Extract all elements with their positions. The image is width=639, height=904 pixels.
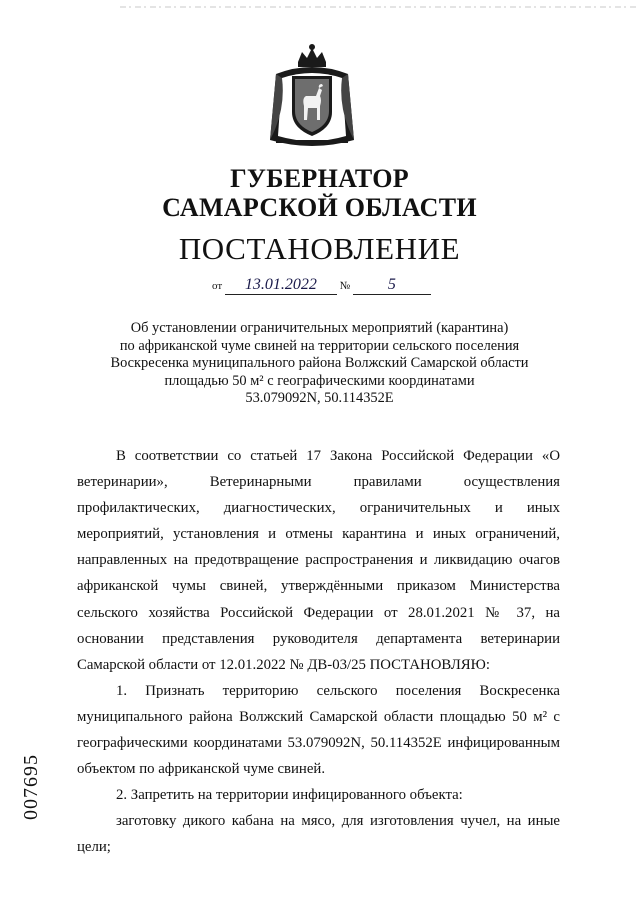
subject-line: Об установлении ограничительных мероприятий (карантина) — [130, 320, 509, 336]
document-type: ПОСТАНОВЛЕНИЕ — [178, 231, 461, 266]
decree-number-line — [212, 276, 431, 295]
governor-title: ГУБЕРНАТОР — [230, 164, 409, 193]
decree-subject — [60, 320, 579, 408]
decree-date: 13.01.2022 — [225, 276, 337, 295]
subject-line: 53.079092N, 50.114352E — [245, 390, 394, 406]
preamble-paragraph: В соответствии со статьей 17 Закона Российской Федерации «О ветеринарии», Ветеринарными правилами осуществления профилактических, диагностических, ограничительных и иных мероприятий, установления и отмены карантина и иных ограничений, направленных на предотвращение распространения и ликвидацию очагов африканской чумы свиней, утверждёнными приказом Министерства сельского хозяйства Российской Федерации от 28.01.2021 № 37, на основании представления руководителя департамента ветеринарии Самарской области от 12.01.2022 № ДВ-03/25 ПОСТАНОВЛЯЮ: — [77, 448, 560, 673]
subject-line: площадью 50 м² с географическими координатами — [164, 372, 475, 389]
clause-2-paragraph: 2. Запретить на территории инфицированного объекта: — [116, 787, 463, 804]
side-registration-code: 007695 — [20, 754, 42, 820]
samara-coat-of-arms-icon — [256, 40, 368, 152]
decree-body — [77, 443, 560, 861]
subject-line: по африканской чуме свиней на территории сельского поселения — [119, 337, 520, 354]
clause-2-item-paragraph: заготовку дикого кабана на мясо, для изготовления чучел, на иные цели; — [77, 813, 560, 856]
clause-1-paragraph: 1. Признать территорию сельского поселения Воскресенка муниципального района Волжский Самарской области площадью 50 м² с географическими координатами 53.079092N, 50.114352E инфицированным объектом по африканской чуме свиней. — [77, 682, 560, 778]
number-label: № — [339, 280, 351, 292]
scan-edge-marks — [120, 4, 639, 12]
from-label: от — [212, 280, 223, 292]
region-title: САМАРСКОЙ ОБЛАСТИ — [162, 193, 477, 222]
decree-number: 5 — [353, 276, 431, 295]
subject-line: Воскресенка муниципального района Волжский Самарской области — [110, 355, 529, 371]
